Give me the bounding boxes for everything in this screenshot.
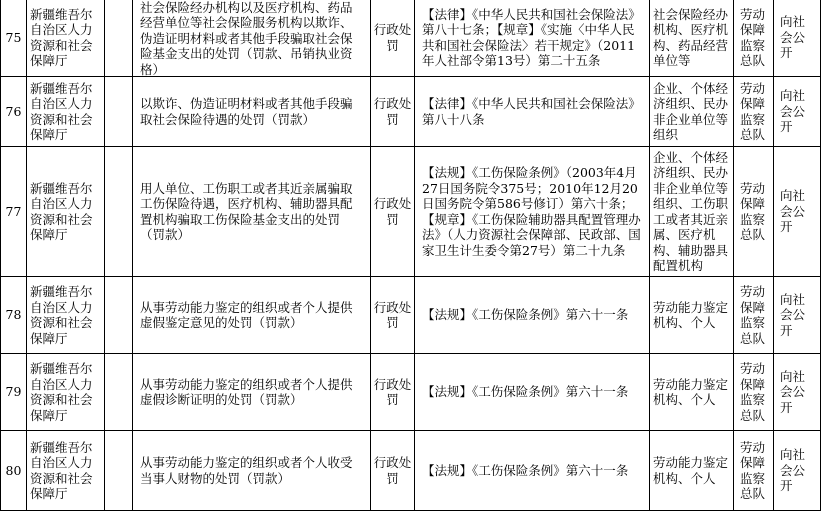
row-number-cell [1, 277, 27, 354]
row-number-cell [1, 431, 27, 511]
dept-cell [734, 147, 774, 277]
org-name: 新疆维吾尔自治区人力资源和社会保障厅 [30, 284, 93, 346]
dept-cell [734, 0, 774, 77]
row-number: 78 [5, 307, 22, 323]
legal-basis: 【法规】《工伤保险条例》（2003年4月27日国务院令375号；2010年12月20日国务院令第586号修订）第六十条；【规章】《工伤保险辅助器具配置管理办法》（人力资源社会保障部、民政部、国家卫生计生委令第27号）第二十九条 [422, 165, 641, 258]
item-name: 从事劳动能力鉴定的组织或者个人提供虚假鉴定意见的处罚（罚款） [140, 299, 353, 330]
table-row [1, 147, 821, 277]
table-row [1, 354, 821, 431]
publicity-cell [774, 0, 821, 77]
basis-cell [415, 0, 650, 77]
legal-basis: 【法规】《工伤保险条例》第六十一条 [422, 384, 629, 400]
item-cell [133, 431, 371, 511]
org-cell [27, 277, 105, 354]
publicity-cell [774, 77, 821, 147]
legal-basis: 【法律】《中华人民共和国社会保险法》第八十八条 [422, 96, 641, 127]
publicity: 向社会公开 [780, 291, 806, 338]
item-name: 用人单位、工伤职工或者其近亲属骗取工伤保险待遇，医疗机构、辅助器具配置机构骗取工伤保险基金支出的处罚（罚款） [140, 180, 353, 242]
org-name: 新疆维吾尔自治区人力资源和社会保障厅 [30, 80, 93, 142]
item-cell [133, 77, 371, 147]
basis-cell [415, 77, 650, 147]
item-type: 行政处罚 [373, 196, 412, 227]
item-type: 行政处罚 [373, 455, 412, 486]
table-row [1, 0, 821, 77]
item-type: 行政处罚 [373, 96, 412, 127]
subject-cell [650, 77, 734, 147]
legal-basis: 【法律】《中华人民共和国社会保险法》第八十七条；【规章】《实施〈中华人民共和国社会保险法〉若干规定》（2011年人社部令第13号）第二十五条 [422, 6, 641, 68]
responsible-dept: 劳动保障监察总队 [740, 361, 766, 423]
dept-cell [734, 277, 774, 354]
item-type: 行政处罚 [373, 376, 412, 407]
item-name: 从事劳动能力鉴定的组织或者个人提供虚假诊断证明的处罚（罚款） [140, 376, 353, 407]
publicity-cell [774, 431, 821, 511]
subject-cell [650, 277, 734, 354]
target-subject: 社会保险经办机构、医疗机构、药品经营单位等 [653, 6, 729, 68]
dept-cell [734, 431, 774, 511]
table-row [1, 77, 821, 147]
row-number-cell [1, 354, 27, 431]
table-row [1, 431, 821, 511]
type-cell [371, 147, 415, 277]
type-cell [371, 77, 415, 147]
basis-cell [415, 431, 650, 511]
item-name: 社会保险经办机构以及医疗机构、药品经营单位等社会保险服务机构以欺诈、伪造证明材料或者其他手段骗取社会保险基金支出的处罚（罚款、吊销执业资格） [140, 0, 353, 77]
row-number-cell [1, 147, 27, 277]
publicity-cell [774, 354, 821, 431]
org-name: 新疆维吾尔自治区人力资源和社会保障厅 [30, 6, 93, 68]
item-name: 以欺诈、伪造证明材料或者其他手段骗取社会保险待遇的处罚（罚款） [140, 96, 353, 127]
item-type: 行政处罚 [373, 299, 412, 330]
item-cell [133, 277, 371, 354]
publicity: 向社会公开 [780, 188, 806, 235]
item-cell [133, 354, 371, 431]
org-name: 新疆维吾尔自治区人力资源和社会保障厅 [30, 439, 93, 501]
subject-cell [650, 0, 734, 77]
table-row [1, 277, 821, 354]
row-number: 77 [5, 203, 22, 219]
legal-basis: 【法规】《工伤保险条例》第六十一条 [422, 307, 629, 323]
dept-cell [734, 77, 774, 147]
subject-cell [650, 354, 734, 431]
basis-cell [415, 354, 650, 431]
item-type: 行政处罚 [373, 22, 412, 53]
publicity: 向社会公开 [780, 447, 806, 494]
blank-cell [105, 0, 133, 77]
org-cell [27, 77, 105, 147]
target-subject: 企业、个体经济组织、民办非企业单位等组织 [653, 80, 729, 142]
type-cell [371, 0, 415, 77]
responsible-dept: 劳动保障监察总队 [740, 6, 766, 68]
dept-cell [734, 354, 774, 431]
target-subject: 劳动能力鉴定机构、个人 [653, 376, 729, 407]
publicity: 向社会公开 [780, 368, 806, 415]
responsible-dept: 劳动保障监察总队 [740, 80, 766, 142]
row-number-cell [1, 0, 27, 77]
responsible-dept: 劳动保障监察总队 [740, 284, 766, 346]
responsible-dept: 劳动保障监察总队 [740, 439, 766, 501]
row-number: 75 [5, 29, 22, 45]
item-cell [133, 0, 371, 77]
publicity-cell [774, 277, 821, 354]
responsible-dept: 劳动保障监察总队 [740, 180, 766, 242]
blank-cell [105, 277, 133, 354]
item-name: 从事劳动能力鉴定的组织或者个人收受当事人财物的处罚（罚款） [140, 455, 353, 486]
row-number: 79 [5, 384, 22, 400]
legal-basis: 【法规】《工伤保险条例》第六十一条 [422, 462, 629, 478]
basis-cell [415, 147, 650, 277]
org-cell [27, 0, 105, 77]
blank-cell [105, 77, 133, 147]
target-subject: 劳动能力鉴定机构、个人 [653, 455, 729, 486]
org-cell [27, 147, 105, 277]
type-cell [371, 354, 415, 431]
blank-cell [105, 147, 133, 277]
publicity-cell [774, 147, 821, 277]
row-number: 76 [5, 103, 22, 119]
org-cell [27, 431, 105, 511]
target-subject: 企业、个体经济组织、民办非企业单位等组织、工伤职工或者其近亲属、医疗机构、辅助器具配置机构 [653, 149, 729, 273]
org-cell [27, 354, 105, 431]
subject-cell [650, 431, 734, 511]
row-number: 80 [5, 462, 22, 478]
publicity: 向社会公开 [780, 88, 806, 135]
item-cell [133, 147, 371, 277]
row-number-cell [1, 77, 27, 147]
subject-cell [650, 147, 734, 277]
basis-cell [415, 277, 650, 354]
target-subject: 劳动能力鉴定机构、个人 [653, 299, 729, 330]
type-cell [371, 431, 415, 511]
org-name: 新疆维吾尔自治区人力资源和社会保障厅 [30, 361, 93, 423]
blank-cell [105, 354, 133, 431]
org-name: 新疆维吾尔自治区人力资源和社会保障厅 [30, 180, 93, 242]
publicity: 向社会公开 [780, 14, 806, 61]
blank-cell [105, 431, 133, 511]
type-cell [371, 277, 415, 354]
